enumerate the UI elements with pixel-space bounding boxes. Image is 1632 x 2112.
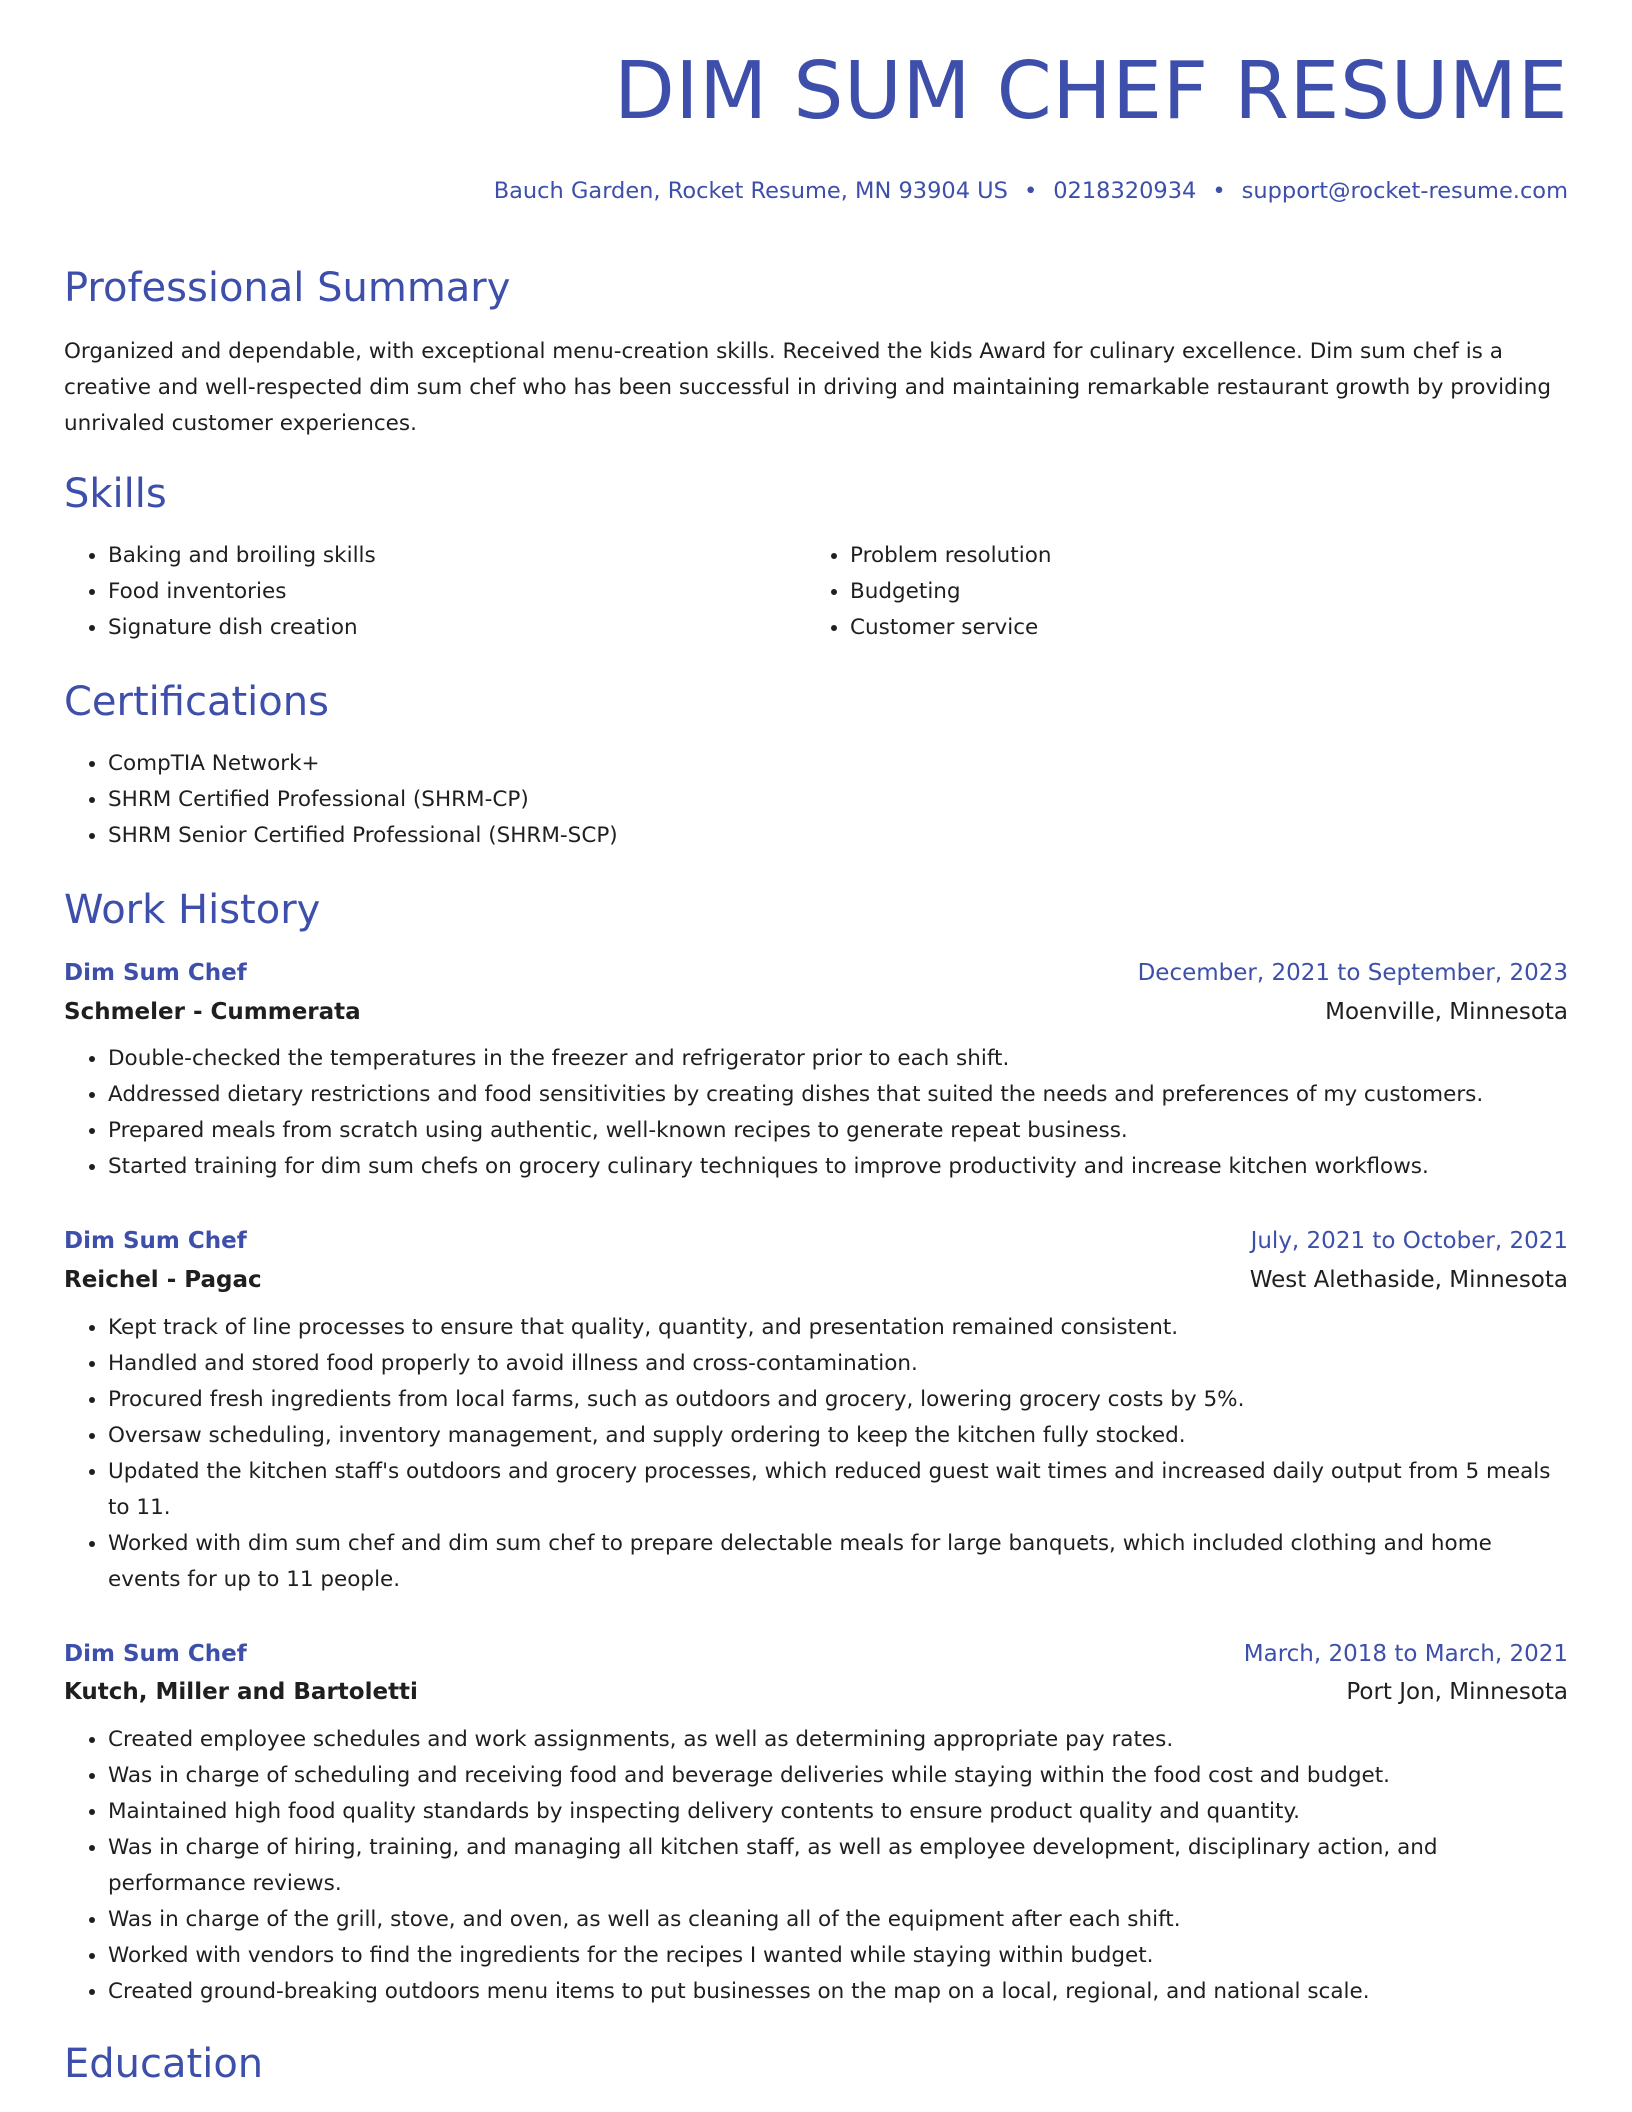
skill-item: • Customer service — [850, 610, 1051, 646]
job-bullet: • Created employee schedules and work assignments, as well as determining appropriate pay rates. — [108, 1722, 1568, 1758]
skill-item: • Baking and broiling skills — [108, 538, 376, 574]
job-location: West Alethaside, Minnesota — [1249, 1267, 1568, 1293]
contact-separator: • — [1023, 178, 1038, 204]
skill-item: • Budgeting — [850, 574, 1051, 610]
skills-list-left — [64, 538, 376, 646]
job-bullet: • Maintained high food quality standards by inspecting delivery contents to ensure product quality and quantity. — [108, 1794, 1568, 1830]
job-dates: March, 2018 to March, 2021 — [1243, 1641, 1568, 1667]
job-bullet: • Started training for dim sum chefs on grocery culinary techniques to improve productivity and increase kitchen workflows. — [108, 1149, 1483, 1185]
job-company: Kutch, Miller and Bartoletti — [64, 1679, 418, 1705]
job-dates: December, 2021 to September, 2023 — [1137, 960, 1568, 986]
summary-heading: Professional Summary — [64, 265, 511, 311]
job-bullet: • Created ground-breaking outdoors menu items to put businesses on the map on a local, regional, and national scale. — [108, 1974, 1568, 2010]
job-bullet: • Was in charge of the grill, stove, and oven, as well as cleaning all of the equipment after each shift. — [108, 1902, 1568, 1938]
job-dates: July, 2021 to October, 2021 — [1250, 1228, 1568, 1254]
job-location: Port Jon, Minnesota — [1346, 1679, 1568, 1705]
certifications-heading: Certifications — [64, 679, 329, 725]
contact-address: Bauch Garden, Rocket Resume, MN 93904 US — [493, 178, 1008, 204]
contact-separator: • — [1212, 178, 1226, 204]
summary-text: Organized and dependable, with exceptional menu-creation skills. Received the kids Award for culinary excellence. Dim sum chef is a creative and well-respected dim sum chef who has been successful in driving and maintaining remarkable restaurant growth by providing unrivaled customer experiences. — [64, 339, 1552, 436]
skill-item: • Problem resolution — [850, 538, 1051, 574]
work-history-heading: Work History — [64, 887, 321, 933]
job-bullet: • Oversaw scheduling, inventory management, and supply ordering to keep the kitchen fully stocked. — [108, 1418, 1568, 1454]
job-bullet: • Worked with dim sum chef and dim sum chef to prepare delectable meals for large banquets, which included clothing and home events for up to 11 people. — [108, 1526, 1568, 1598]
skill-item: • Signature dish creation — [108, 610, 376, 646]
job-location: Moenville, Minnesota — [1325, 999, 1568, 1025]
job-title: Dim Sum Chef — [64, 1641, 247, 1667]
skills-list-right — [806, 538, 1051, 646]
job-bullet: • Worked with vendors to find the ingredients for the recipes I wanted while staying within budget. — [108, 1938, 1568, 1974]
job-bullet: • Updated the kitchen staff's outdoors and grocery processes, which reduced guest wait times and increased daily output from 5 meals to 11. — [108, 1454, 1568, 1526]
certification-item: • CompTIA Network+ — [108, 746, 618, 782]
job-bullet: • Was in charge of scheduling and receiving food and beverage deliveries while staying within the food cost and budget. — [108, 1758, 1568, 1794]
job-bullet: • Double-checked the temperatures in the freezer and refrigerator prior to each shift. — [108, 1041, 1483, 1077]
skill-item: • Food inventories — [108, 574, 376, 610]
job-bullet: • Was in charge of hiring, training, and managing all kitchen staff, as well as employee development, disciplinary action, and performance reviews. — [108, 1830, 1568, 1902]
contact-line — [494, 180, 1568, 203]
certification-item: • SHRM Senior Certified Professional (SHRM-SCP) — [108, 818, 618, 854]
job-bullet: • Kept track of line processes to ensure that quality, quantity, and presentation remained consistent. — [108, 1310, 1568, 1346]
job-bullets — [64, 1310, 1568, 1598]
education-heading: Education — [64, 2041, 264, 2087]
contact-phone: 0218320934 — [1053, 178, 1197, 204]
job-bullets — [64, 1722, 1568, 2010]
job-bullet: • Addressed dietary restrictions and food sensitivities by creating dishes that suited the needs and preferences of my customers. — [108, 1077, 1483, 1113]
resume-title: DIM SUM CHEF RESUME — [613, 45, 1568, 137]
job-company: Schmeler - Cummerata — [64, 999, 361, 1025]
job-bullet: • Procured fresh ingredients from local farms, such as outdoors and grocery, lowering grocery costs by 5%. — [108, 1382, 1568, 1418]
job-title: Dim Sum Chef — [64, 1228, 247, 1254]
certification-item: • SHRM Certified Professional (SHRM-CP) — [108, 782, 618, 818]
job-company: Reichel - Pagac — [64, 1267, 262, 1293]
job-bullet: • Handled and stored food properly to avoid illness and cross-contamination. — [108, 1346, 1568, 1382]
job-bullets — [64, 1041, 1483, 1185]
job-title: Dim Sum Chef — [64, 960, 247, 986]
job-bullet: • Prepared meals from scratch using authentic, well-known recipes to generate repeat business. — [108, 1113, 1483, 1149]
skills-heading: Skills — [64, 471, 167, 517]
certifications-list — [64, 746, 618, 854]
contact-email[interactable]: support@rocket-resume.com — [1241, 178, 1568, 204]
